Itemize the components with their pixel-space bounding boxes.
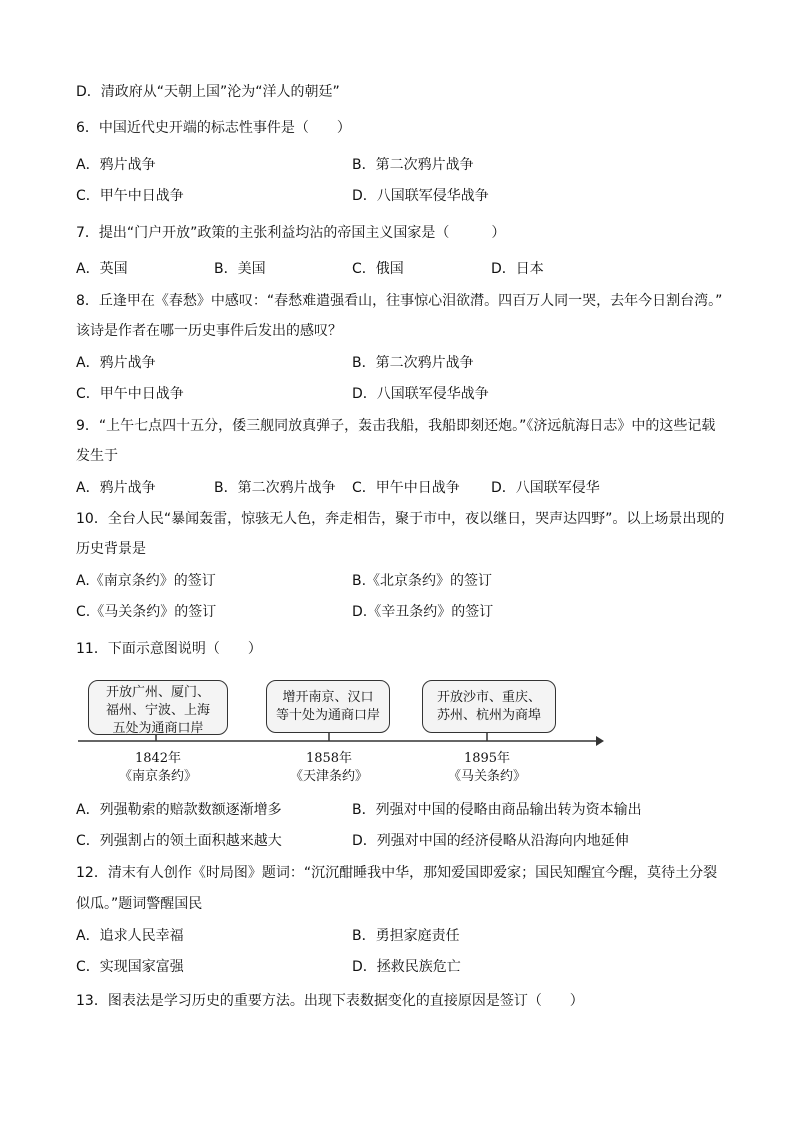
- question-11-stem: 11．下面示意图说明（ ）: [76, 641, 262, 657]
- question-6-option-d: D．八国联军侵华战争: [352, 188, 489, 204]
- question-7-option-a: A．英国: [76, 261, 128, 277]
- question-11-option-d: D．列强对中国的经济侵略从沿海向内地延伸: [352, 833, 629, 849]
- question-10-option-d: D.《辛丑条约》的签订: [352, 604, 494, 620]
- question-10-stem-line-1: 10．全台人民“暴闻轰雷，惊骇无人色，奔走相告，聚于市中，夜以继日，哭声达四野”。以上场景出现的: [76, 511, 725, 527]
- question-9-option-a: A．鸦片战争: [76, 480, 156, 496]
- question-11-option-b: B．列强对中国的侵略由商品输出转为资本输出: [352, 802, 642, 818]
- timeline-box-1842-line-2: 福州、宁波、上海: [105, 703, 210, 718]
- question-10-option-b: B.《北京条约》的签订: [352, 573, 493, 589]
- question-12-option-b: B．勇担家庭责任: [352, 928, 460, 944]
- question-9-option-b: B．第二次鸦片战争: [214, 480, 336, 496]
- question-9-option-c: C．甲午中日战争: [352, 480, 460, 496]
- question-9-option-d: D．八国联军侵华: [491, 480, 600, 496]
- question-10-option-c: C.《马关条约》的签订: [76, 604, 217, 620]
- question-6-option-b: B．第二次鸦片战争: [352, 157, 474, 173]
- timeline-year-1858: 1858年: [305, 751, 353, 766]
- question-10-option-a: A.《南京条约》的签订: [76, 573, 216, 589]
- question-7-option-c: C．俄国: [352, 261, 404, 277]
- question-11-option-a: A．列强勒索的赔款数额逐渐增多: [76, 802, 282, 818]
- timeline-year-1842: 1842年: [134, 751, 182, 766]
- timeline-year-1895: 1895年: [463, 751, 511, 766]
- timeline-box-1895: [422, 680, 556, 733]
- question-8-option-a: A．鸦片战争: [76, 355, 156, 371]
- timeline-treaty-tianjin: 《天津条约》: [289, 769, 368, 784]
- timeline-box-1842-line-1: 开放广州、厦门、: [105, 685, 210, 700]
- question-8-option-c: C．甲午中日战争: [76, 386, 184, 402]
- timeline-box-1895-line-1: 开放沙市、重庆、: [436, 690, 541, 705]
- timeline-treaty-nanjing: 《南京条约》: [118, 769, 197, 784]
- question-6-stem: 6．中国近代史开端的标志性事件是（ ）: [76, 120, 351, 136]
- question-8-stem-line-1: 8．丘逢甲在《春愁》中感叹：“春愁难遣强看山，往事惊心泪欲潸。四百万人同一哭，去年今日割台湾。”: [76, 293, 723, 309]
- timeline-box-1858: [266, 680, 390, 733]
- question-12-option-a: A．追求人民幸福: [76, 928, 184, 944]
- question-8-option-d: D．八国联军侵华战争: [352, 386, 489, 402]
- question-8-option-b: B．第二次鸦片战争: [352, 355, 474, 371]
- question-7-option-d: D．日本: [491, 261, 544, 277]
- question-12-option-d: D．拯救民族危亡: [352, 959, 461, 975]
- treaty-timeline-diagram: [76, 675, 606, 785]
- question-13-stem: 13．图表法是学习历史的重要方法。出现下表数据变化的直接原因是签订（ ）: [76, 993, 584, 1009]
- timeline-treaty-maguan: 《马关条约》: [447, 769, 526, 784]
- question-6-option-c: C．甲午中日战争: [76, 188, 184, 204]
- timeline-arrowhead: [596, 736, 604, 746]
- timeline-box-1842: [88, 680, 228, 735]
- question-5-option-d: D．清政府从“天朝上国”沦为“洋人的朝廷”: [76, 84, 340, 100]
- question-8-stem-line-2: 该诗是作者在哪一历史事件后发出的感叹？: [76, 323, 342, 339]
- question-12-option-c: C．实现国家富强: [76, 959, 184, 975]
- question-10-stem-line-2: 历史背景是: [76, 541, 146, 557]
- question-12-stem-line-1: 12．清末有人创作《时局图》题词：“沉沉酣睡我中华，那知爱国即爱家；国民知醒宜今醒，莫待土分裂: [76, 865, 718, 881]
- timeline-box-1858-line-2: 等十处为通商口岸: [275, 708, 380, 723]
- question-7-stem: 7．提出“门户开放”政策的主张利益均沾的帝国主义国家是（ ）: [76, 225, 506, 241]
- question-6-option-a: A．鸦片战争: [76, 157, 156, 173]
- question-11-option-c: C．列强割占的领土面积越来越大: [76, 833, 282, 849]
- question-9-stem-line-2: 发生于: [76, 448, 118, 464]
- question-12-stem-line-2: 似瓜。”题词警醒国民: [76, 896, 203, 912]
- timeline-box-1895-line-2: 苏州、杭州为商埠: [436, 708, 541, 723]
- question-9-stem-line-1: 9．“上午七点四十五分，倭三舰同放真弹子，轰击我船，我船即刻还炮。”《济远航海日志》中的这些记载: [76, 418, 716, 434]
- question-7-option-b: B．美国: [214, 261, 266, 277]
- timeline-box-1842-line-3: 五处为通商口岸: [112, 721, 204, 736]
- timeline-box-1858-line-1: 增开南京、汉口: [282, 690, 374, 705]
